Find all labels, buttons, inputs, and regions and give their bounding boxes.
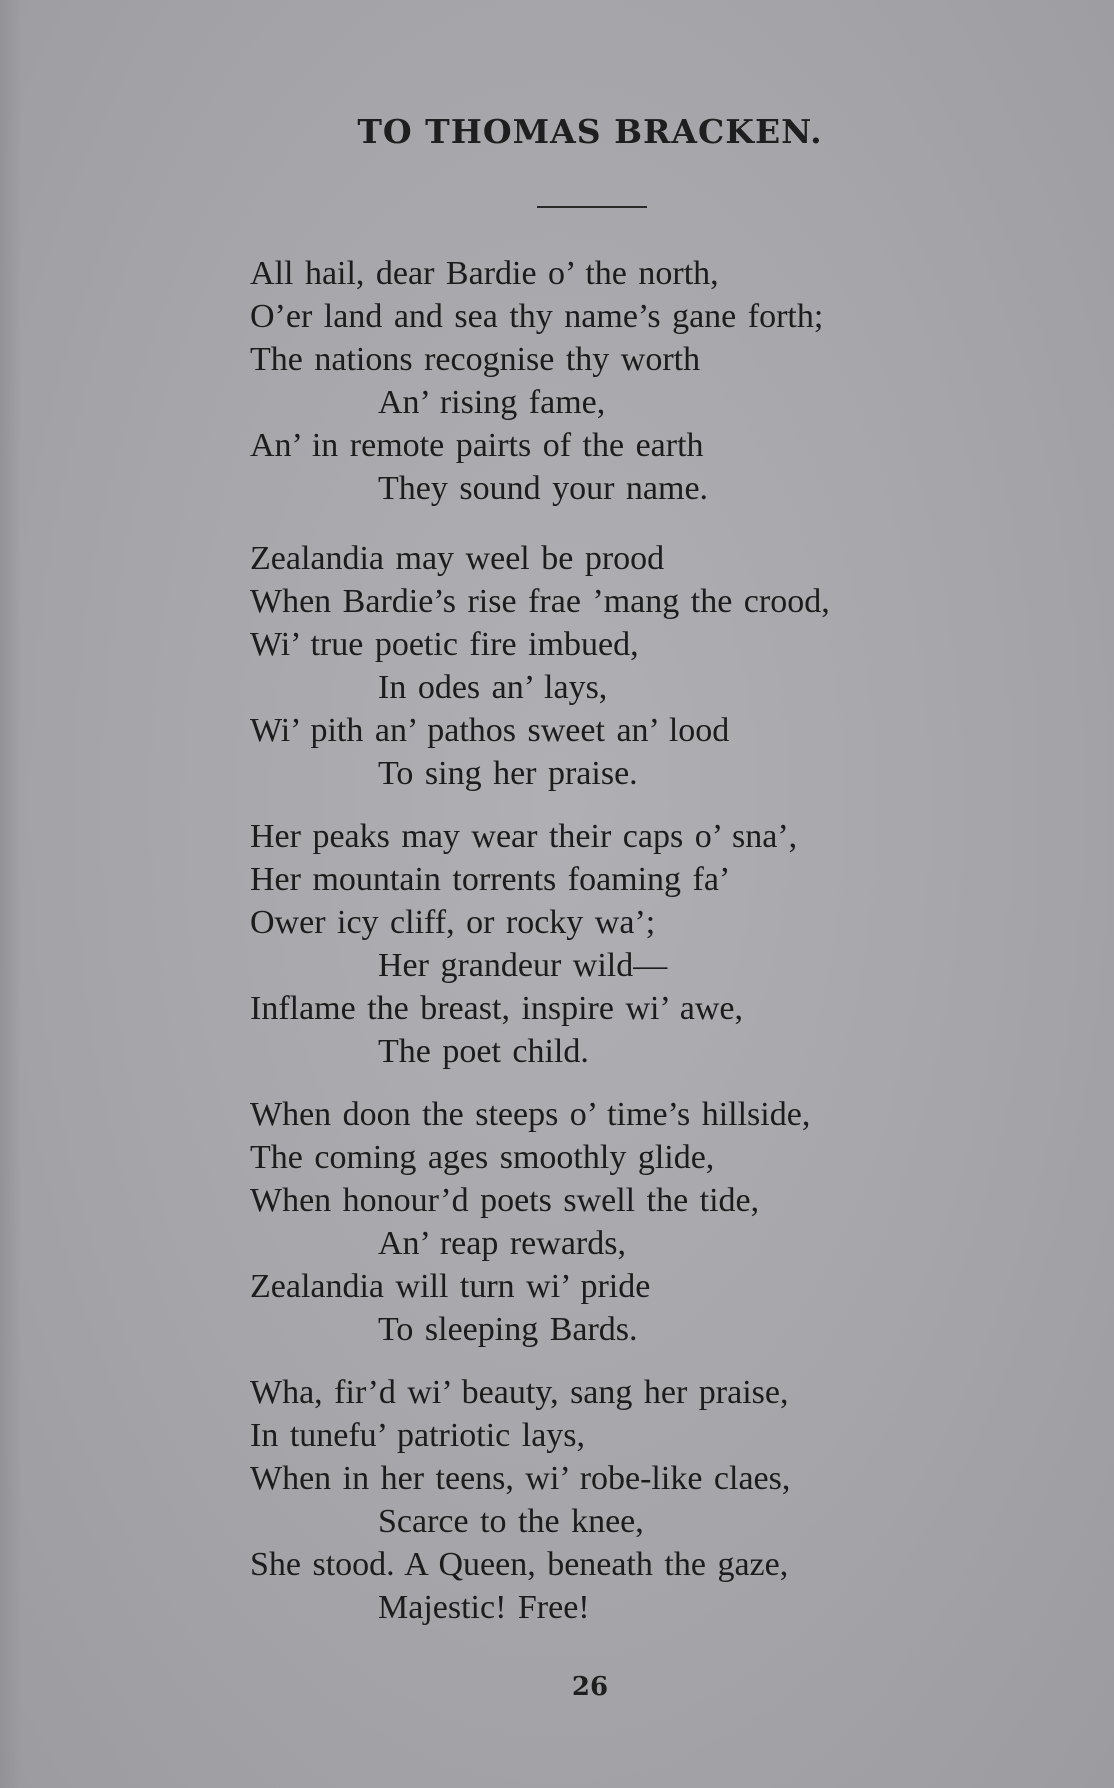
poem-line: They sound your name. bbox=[378, 470, 709, 507]
poem-line: When honour’d poets swell the tide, bbox=[250, 1182, 760, 1219]
poem-line: She stood. A Queen, beneath the gaze, bbox=[250, 1546, 789, 1583]
poem-line: Majestic! Free! bbox=[378, 1589, 590, 1626]
poem-line: Wi’ pith an’ pathos sweet an’ lood bbox=[250, 712, 730, 749]
stanza bbox=[250, 1093, 1010, 1351]
poem-line: In tunefu’ patriotic lays, bbox=[250, 1417, 586, 1454]
poem-line: Wha, fir’d wi’ beauty, sang her praise, bbox=[250, 1374, 789, 1411]
poem-line: Scarce to the knee, bbox=[378, 1503, 644, 1540]
poem-line: An’ reap rewards, bbox=[378, 1225, 626, 1262]
poem-line: Her mountain torrents foaming fa’ bbox=[250, 861, 731, 898]
poem-line: To sleeping Bards. bbox=[378, 1311, 638, 1348]
page-edge-shadow bbox=[0, 0, 22, 1788]
poem-line: All hail, dear Bardie o’ the north, bbox=[250, 255, 719, 292]
poem-line: To sing her praise. bbox=[378, 755, 638, 792]
stanza bbox=[250, 252, 1010, 510]
poem-title: TO THOMAS BRACKEN. bbox=[357, 112, 823, 151]
poem-line: An’ in remote pairts of the earth bbox=[250, 427, 704, 464]
poem-line: Zealandia may weel be prood bbox=[250, 540, 665, 577]
poem-line: The poet child. bbox=[378, 1033, 589, 1070]
stanza bbox=[250, 815, 1010, 1073]
poem-line: O’er land and sea thy name’s gane forth; bbox=[250, 298, 824, 335]
title-divider bbox=[537, 206, 647, 208]
poem-line: Her grandeur wild— bbox=[378, 947, 668, 984]
poem-line: Zealandia will turn wi’ pride bbox=[250, 1268, 651, 1305]
poem-line: Her peaks may wear their caps o’ sna’, bbox=[250, 818, 798, 855]
poem-line: When Bardie’s rise frae ’mang the crood, bbox=[250, 583, 830, 620]
poem-body bbox=[250, 252, 1010, 1649]
stanza bbox=[250, 537, 1010, 795]
poem-line: The coming ages smoothly glide, bbox=[250, 1139, 715, 1176]
poem-line: An’ rising fame, bbox=[378, 384, 606, 421]
poem-line: Wi’ true poetic fire imbued, bbox=[250, 626, 639, 663]
poem-line: Inflame the breast, inspire wi’ awe, bbox=[250, 990, 744, 1027]
poem-line: Ower icy cliff, or rocky wa’; bbox=[250, 904, 656, 941]
poem-line: In odes an’ lays, bbox=[378, 669, 608, 706]
page-number: 26 bbox=[571, 1672, 609, 1702]
poem-line: When in her teens, wi’ robe-like claes, bbox=[250, 1460, 791, 1497]
poem-line: When doon the steeps o’ time’s hillside, bbox=[250, 1096, 811, 1133]
poem-line: The nations recognise thy worth bbox=[250, 341, 701, 378]
stanza bbox=[250, 1371, 1010, 1629]
